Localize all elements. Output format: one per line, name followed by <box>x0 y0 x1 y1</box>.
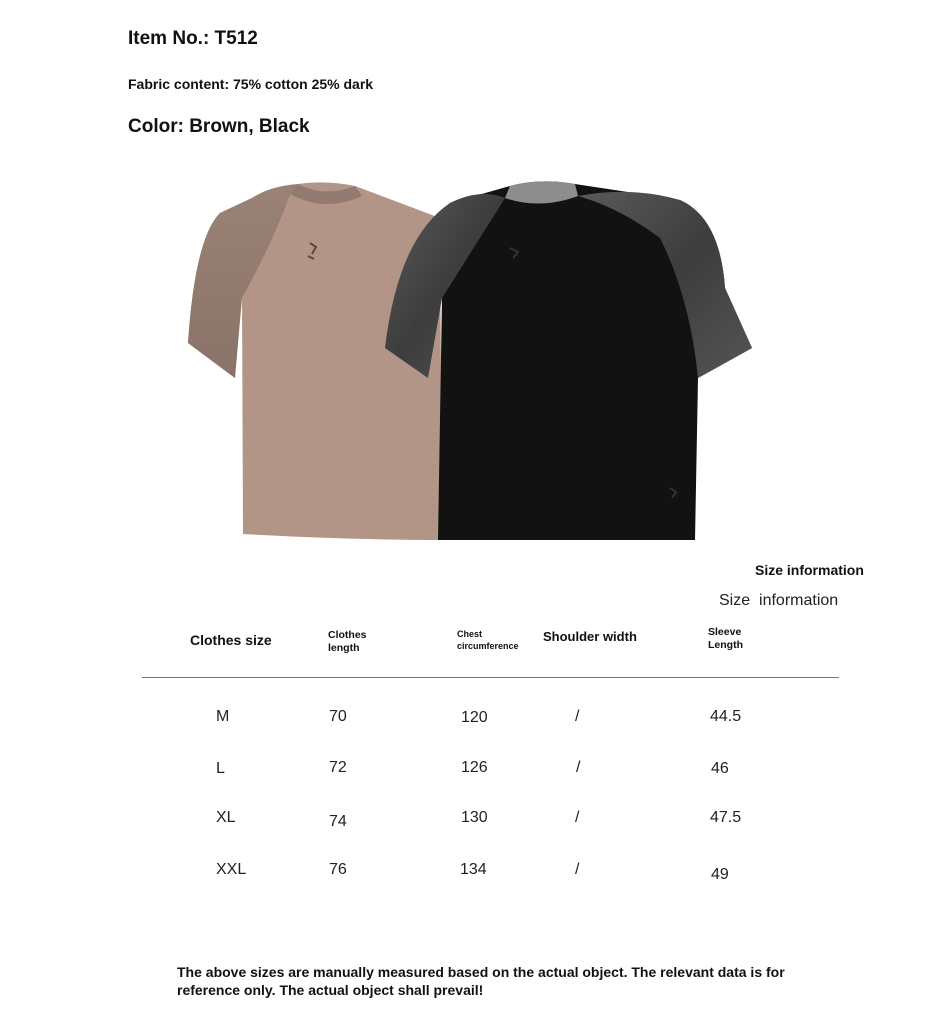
cell-size: L <box>216 760 225 777</box>
item-number: Item No.: T512 <box>128 28 258 49</box>
cell-chest: 130 <box>461 809 488 826</box>
cell-sleeve: 44.5 <box>710 708 742 725</box>
product-image <box>180 178 760 548</box>
cell-shoulder: / <box>575 809 580 826</box>
cell-shoulder: / <box>575 708 580 725</box>
size-info-heading-bold: Size information <box>755 562 864 578</box>
cell-sleeve: 49 <box>711 866 729 883</box>
cell-chest: 120 <box>461 709 488 726</box>
cell-length: 72 <box>329 759 347 776</box>
cell-sleeve: 47.5 <box>710 809 742 826</box>
disclaimer-note: The above sizes are manually measured based on the actual object. The relevant data is for reference only. The actual object shall prevail! <box>177 964 785 998</box>
col-clothes-size: Clothes size <box>190 632 272 648</box>
cell-length: 74 <box>329 813 347 830</box>
cell-chest: 126 <box>461 759 488 776</box>
color-options: Color: Brown, Black <box>128 116 310 137</box>
cell-size: XL <box>216 809 236 826</box>
cell-chest: 134 <box>460 861 487 878</box>
cell-size: XXL <box>216 861 247 878</box>
cell-size: M <box>216 708 230 725</box>
table-divider <box>142 677 839 678</box>
col-chest-circumference: Chest circumference <box>457 629 519 651</box>
size-info-heading: Size information <box>719 592 839 609</box>
cell-sleeve: 46 <box>711 760 729 777</box>
cell-shoulder: / <box>575 861 580 878</box>
cell-length: 70 <box>329 708 347 725</box>
fabric-content: Fabric content: 75% cotton 25% dark <box>128 76 374 92</box>
col-clothes-length: Clothes length <box>328 629 367 654</box>
brown-tshirt <box>188 182 442 540</box>
col-sleeve-length: Sleeve Length <box>708 626 743 651</box>
cell-length: 76 <box>329 861 347 878</box>
col-shoulder-width: Shoulder width <box>543 629 637 644</box>
cell-shoulder: / <box>576 759 581 776</box>
